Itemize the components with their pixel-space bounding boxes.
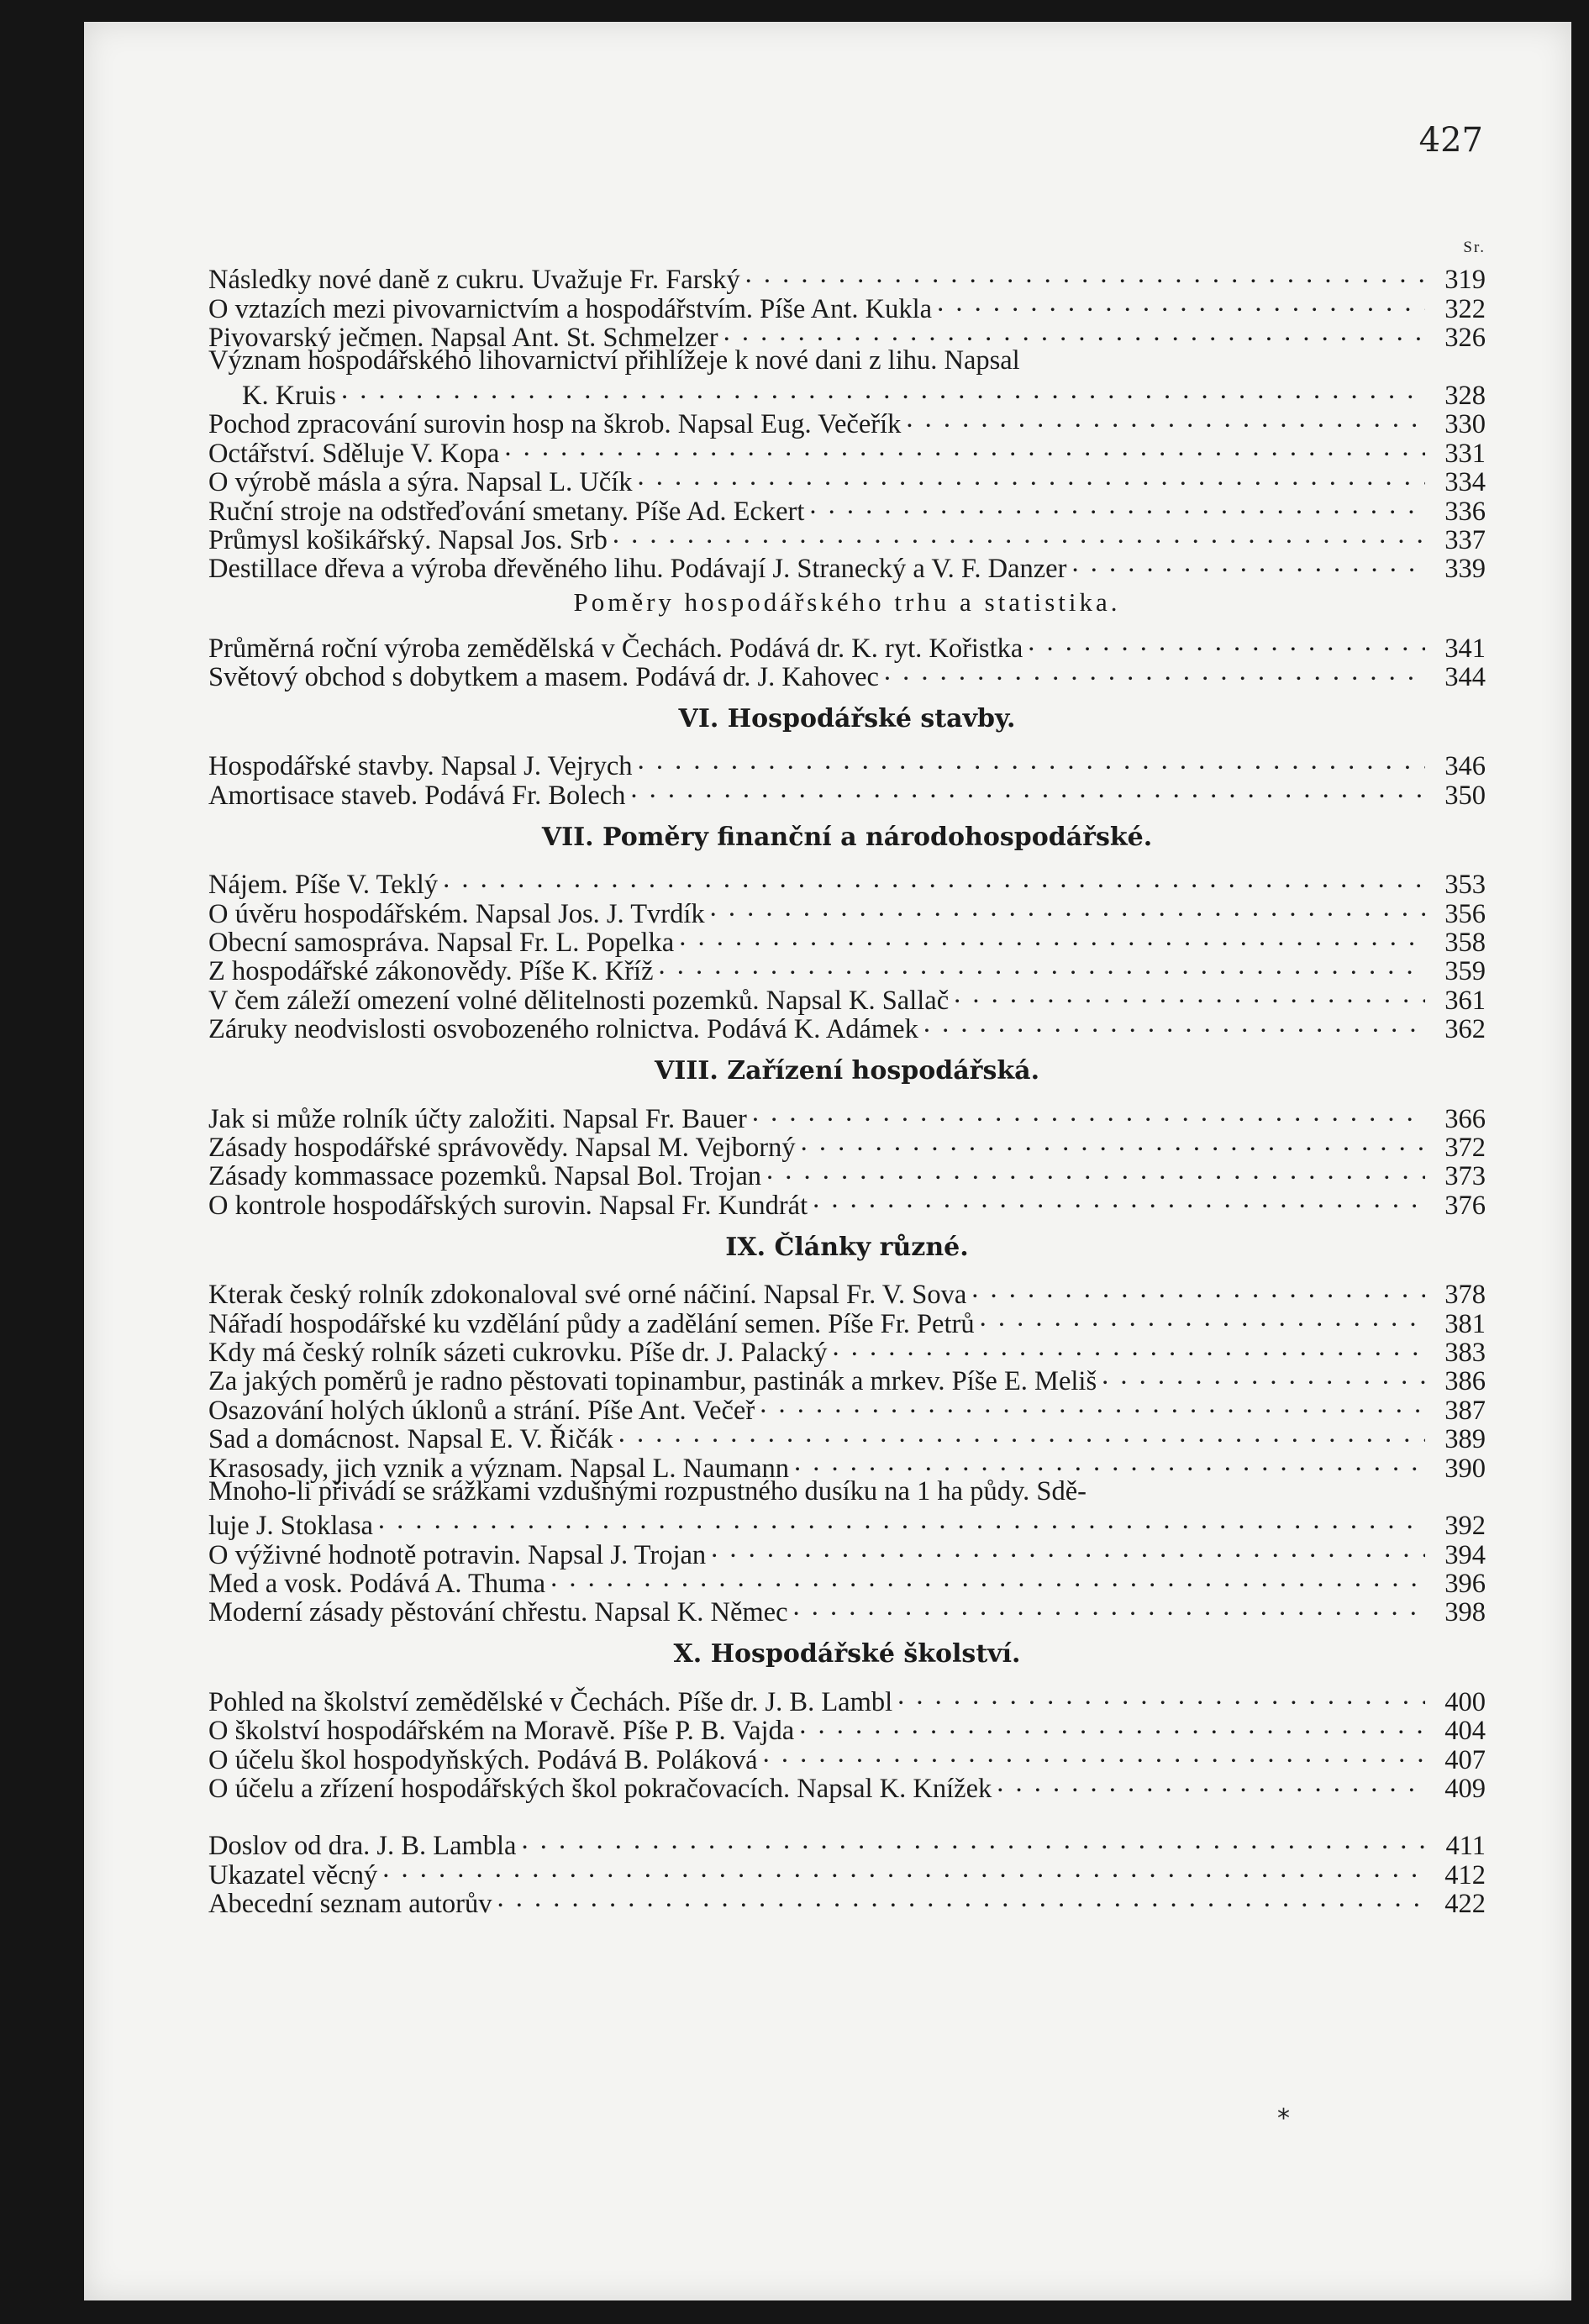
entry-page: 353 — [1444, 870, 1486, 901]
entry-title: Ruční stroje na odstřeďování smetany. Píše Ad. Eckert — [208, 496, 805, 527]
toc-entry — [208, 746, 1486, 782]
dot-leader — [1071, 549, 1425, 577]
entry-page: 386 — [1444, 1366, 1486, 1397]
toc-section-6 — [208, 746, 1486, 811]
entry-title: Amortisace staveb. Podává Fr. Bolech — [208, 780, 626, 811]
entry-title: Krasosady, jich vznik a význam. Napsal L. Naumann — [208, 1453, 790, 1484]
entry-page: 373 — [1444, 1161, 1486, 1192]
dot-leader — [630, 775, 1425, 803]
entry-page: 394 — [1444, 1539, 1486, 1570]
entry-title: Nájem. Píše V. Teklý — [208, 870, 439, 901]
entry-page: 346 — [1444, 751, 1486, 782]
toc-group-1 — [208, 260, 1486, 585]
entry-page: 422 — [1444, 1889, 1486, 1920]
dot-leader — [679, 923, 1425, 951]
toc-entry — [208, 1275, 1486, 1311]
section-heading: VII. Poměry finanční a národohospodářské. — [541, 822, 1153, 852]
dot-leader — [763, 1739, 1425, 1768]
entry-title: Průměrná roční výroba zemědělská v Čechách. Podává dr. K. ryt. Kořistka — [208, 633, 1023, 664]
entry-title: Z hospodářské zákonovědy. Píše K. Kříž — [208, 956, 654, 987]
dot-leader — [833, 1333, 1425, 1361]
entry-page: 387 — [1444, 1395, 1486, 1426]
dot-leader — [710, 893, 1425, 922]
entry-title: O kontrole hospodářských surovin. Napsal Fr. Kundrát — [208, 1190, 808, 1221]
dot-leader — [550, 1564, 1425, 1592]
entry-title: Pivovarský ječmen. Napsal Ant. St. Schmelzer — [208, 323, 718, 354]
dot-leader — [980, 1303, 1425, 1332]
dot-leader — [937, 288, 1425, 317]
entry-title: O úvěru hospodářském. Napsal Jos. J. Tvrdík — [208, 898, 705, 929]
toc-entry — [208, 1534, 1486, 1570]
table-of-contents — [208, 236, 1486, 1920]
entry-title: Následky nové daně z cukru. Uvažuje Fr. Farský — [208, 265, 740, 296]
toc-section-10 — [208, 1681, 1486, 1805]
entry-page: 334 — [1444, 467, 1486, 498]
entry-page: 337 — [1444, 524, 1486, 555]
entry-page: 328 — [1444, 380, 1486, 411]
toc-entry — [208, 260, 1486, 296]
section-heading: X. Hospodářské školství. — [673, 1639, 1021, 1669]
toc-entry — [208, 376, 1486, 411]
entry-title: Doslov od dra. J. B. Lambla — [208, 1831, 517, 1862]
toc-entry — [208, 628, 1486, 664]
entry-title-continuation: luje J. Stoklasa — [208, 1511, 373, 1542]
entry-page: 398 — [1444, 1597, 1486, 1628]
entry-title: Jak si může rolník účty založiti. Napsal Fr. Bauer — [208, 1103, 747, 1134]
entry-page: 336 — [1444, 496, 1486, 527]
toc-section-8 — [208, 1098, 1486, 1221]
toc-closing — [208, 1826, 1486, 1920]
entry-page: 319 — [1444, 265, 1486, 296]
entry-page: 358 — [1444, 928, 1486, 959]
entry-page: 339 — [1444, 554, 1486, 585]
dot-leader — [638, 462, 1426, 491]
entry-title: Zásady hospodářské správovědy. Napsal M. Vejborný — [208, 1132, 796, 1163]
entry-page: 366 — [1444, 1103, 1486, 1134]
toc-entry — [208, 1506, 1486, 1542]
entry-title: O výživné hodnotě potravin. Napsal J. Trojan — [208, 1539, 707, 1570]
dot-leader — [813, 1185, 1425, 1213]
dot-leader — [884, 657, 1425, 686]
toc-entry — [208, 865, 1486, 901]
entry-title: Abecední seznam autorův — [208, 1889, 492, 1920]
entry-page: 389 — [1444, 1424, 1486, 1455]
entry-page: 409 — [1444, 1774, 1486, 1805]
entry-page: 412 — [1444, 1859, 1486, 1890]
entry-title: Pochod zpracování surovin hosp na škrob. Napsal Eug. Večeřík — [208, 409, 902, 440]
entry-page: 407 — [1444, 1744, 1486, 1775]
entry-page: 344 — [1444, 662, 1486, 693]
entry-page: 400 — [1444, 1686, 1486, 1717]
entry-title: Mnoho-li přivádí se srážkami vzdušnými rozpustného dusíku na 1 ha půdy. Sdě- — [208, 1475, 1087, 1506]
entry-title: Destillace dřeva a výroba dřevěného lihu. Podávají J. Stranecký a V. F. Danzer — [208, 554, 1067, 585]
entry-title: Ukazatel věcný — [208, 1859, 378, 1890]
dot-leader — [504, 433, 1425, 461]
section-heading: IX. Články různé. — [725, 1232, 969, 1262]
entry-page: 383 — [1444, 1337, 1486, 1368]
dot-leader — [760, 1390, 1425, 1418]
dot-leader — [794, 1448, 1425, 1476]
toc-entry — [208, 1884, 1486, 1920]
entry-title: O výrobě másla a sýra. Napsal L. Učík — [208, 467, 633, 498]
entry-title: Octářství. Sděluje V. Kopa — [208, 438, 500, 469]
toc-entry — [208, 1681, 1486, 1717]
entry-title: Za jakých poměrů je radno pěstovati topinambur, pastinák a mrkev. Píše E. Meliš — [208, 1366, 1097, 1397]
entry-title: Moderní zásady pěstování chřestu. Napsal K. Němec — [208, 1597, 788, 1628]
entry-page: 396 — [1444, 1569, 1486, 1600]
book-page — [84, 22, 1571, 2300]
dot-leader — [521, 1826, 1425, 1854]
dot-leader — [497, 1884, 1425, 1912]
dot-leader — [378, 1506, 1425, 1534]
dot-leader — [923, 1009, 1425, 1038]
entry-title: Nářadí hospodářské ku vzdělání půdy a zadělání semen. Píše Fr. Petrů — [208, 1308, 975, 1339]
dot-leader — [711, 1534, 1425, 1563]
entry-title: O účelu škol hospodyňských. Podává B. Poláková — [208, 1744, 758, 1775]
entry-page: 378 — [1444, 1280, 1486, 1311]
dot-leader — [793, 1592, 1426, 1621]
dot-leader — [745, 260, 1425, 288]
toc-section-9 — [208, 1275, 1486, 1628]
toc-entry — [208, 1826, 1486, 1862]
dot-leader — [799, 1711, 1425, 1739]
dot-leader — [1028, 628, 1425, 656]
dot-leader — [638, 746, 1425, 775]
entry-title: Kdy má český rolník sázeti cukrovku. Píše dr. J. Palacký — [208, 1337, 828, 1368]
toc-entry — [208, 404, 1486, 440]
entry-page: 356 — [1444, 898, 1486, 929]
dot-leader — [954, 980, 1425, 1008]
toc-group-2 — [208, 628, 1486, 693]
entry-page: 411 — [1445, 1831, 1486, 1862]
toc-entry — [208, 1098, 1486, 1134]
entry-title: Význam hospodářského lihovarnictví přihlížeje k nové dani z lihu. Napsal — [208, 345, 1020, 376]
dot-leader — [1102, 1361, 1425, 1390]
page-number: 427 — [1418, 121, 1483, 160]
dot-leader — [906, 404, 1425, 433]
dot-leader — [618, 1419, 1425, 1448]
entry-title: Obecní samospráva. Napsal Fr. L. Popelka — [208, 928, 675, 959]
entry-title: O školství hospodářském na Moravě. Píše P. B. Vajda — [208, 1716, 795, 1747]
entry-title: Hospodářské stavby. Napsal J. Vejrych — [208, 751, 633, 782]
dot-leader — [766, 1156, 1425, 1185]
dot-leader — [723, 318, 1425, 346]
dot-leader — [382, 1854, 1425, 1883]
dot-leader — [659, 951, 1425, 980]
entry-title: Světový obchod s dobytkem a masem. Podává dr. J. Kahovec — [208, 662, 879, 693]
dot-leader — [971, 1275, 1425, 1303]
entry-page: 392 — [1444, 1511, 1486, 1542]
entry-title: Kterak český rolník zdokonaloval své orné náčiní. Napsal Fr. V. Sova — [208, 1280, 967, 1311]
entry-title: Sad a domácnost. Napsal E. V. Řičák — [208, 1424, 613, 1455]
dot-leader — [341, 376, 1425, 404]
entry-page: 362 — [1444, 1014, 1486, 1045]
entry-page: 331 — [1444, 438, 1486, 469]
entry-page: 372 — [1444, 1132, 1486, 1163]
entry-page: 350 — [1444, 780, 1486, 811]
subsection-title: Poměry hospodářského trhu a statistika. — [573, 587, 1121, 618]
entry-page: 404 — [1444, 1716, 1486, 1747]
entry-title: V čem záleží omezení volné dělitelnosti pozemků. Napsal K. Sallač — [208, 985, 950, 1016]
entry-title: Záruky neodvislosti osvobozeného rolnictva. Podává K. Adámek — [208, 1014, 918, 1045]
dot-leader — [752, 1098, 1425, 1127]
entry-title-continuation: K. Kruis — [242, 380, 336, 411]
entry-page: 381 — [1444, 1308, 1486, 1339]
entry-title: Osazování holých úklonů a strání. Píše Ant. Večeř — [208, 1395, 755, 1426]
dot-leader — [801, 1128, 1425, 1156]
entry-page: 341 — [1444, 633, 1486, 664]
entry-page: 361 — [1444, 985, 1486, 1016]
entry-title: Průmysl košikářský. Napsal Jos. Srb — [208, 524, 608, 555]
page-column-header: Sr. — [1463, 239, 1486, 256]
entry-page: 359 — [1444, 956, 1486, 987]
dot-leader — [997, 1769, 1425, 1797]
dot-leader — [443, 865, 1425, 893]
dot-leader — [613, 520, 1425, 549]
entry-page: 376 — [1444, 1190, 1486, 1221]
entry-title: O vztazích mezi pivovarnictvím a hospodářstvím. Píše Ant. Kukla — [208, 293, 933, 324]
toc-entry — [208, 1854, 1486, 1890]
entry-page: 330 — [1444, 409, 1486, 440]
dot-leader — [897, 1681, 1425, 1710]
entry-title: O účelu a zřízení hospodářských škol pokračovacích. Napsal K. Knížek — [208, 1774, 992, 1805]
section-heading: VIII. Zařízení hospodářská. — [654, 1056, 1040, 1086]
entry-title: Zásady kommassace pozemků. Napsal Bol. Trojan — [208, 1161, 762, 1192]
toc-section-7 — [208, 865, 1486, 1045]
entry-page: 322 — [1444, 293, 1486, 324]
section-heading: VI. Hospodářské stavby. — [678, 704, 1016, 734]
entry-title: Pohled na školství zemědělské v Čechách. Píše dr. J. B. Lambl — [208, 1686, 893, 1717]
ornament-asterisk: * — [1277, 2104, 1290, 2133]
dot-leader — [809, 491, 1425, 519]
entry-title: Med a vosk. Podává A. Thuma — [208, 1569, 546, 1600]
entry-page: 326 — [1444, 323, 1486, 354]
entry-page: 390 — [1444, 1453, 1486, 1484]
